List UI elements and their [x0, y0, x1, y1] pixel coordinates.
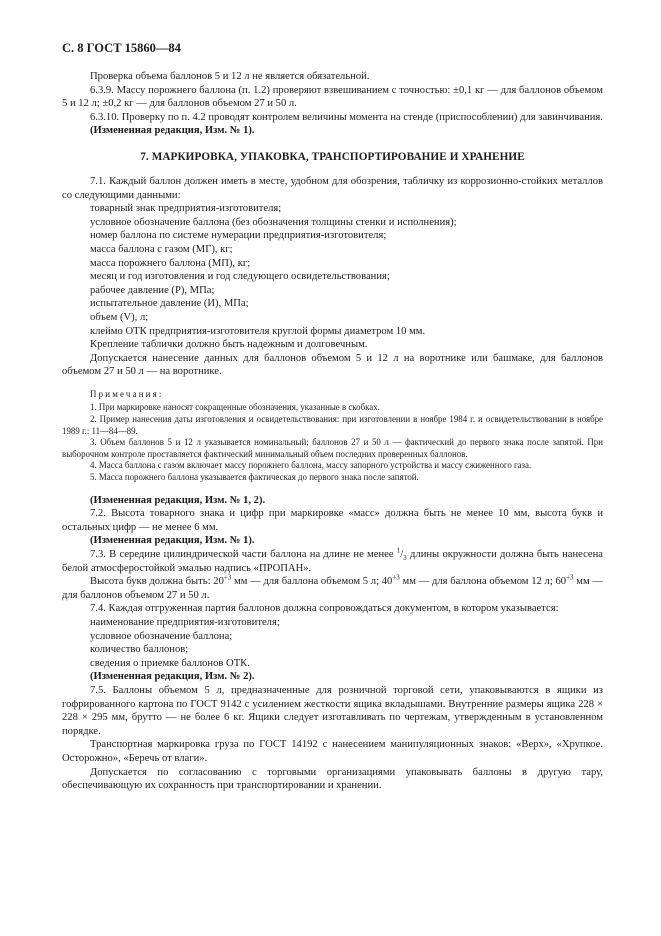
paragraph-7-3: 7.3. В середине цилиндрической части баллона на длине не менее $^1/_3$ длины окружности должна быть нанесена белой атмосферостойкой эмалью надпись «ПРОПАН».: [62, 546, 603, 574]
shipment-document-list: [62, 616, 603, 670]
list-item: товарный знак предприятия-изготовителя;: [90, 203, 282, 215]
paragraph-7-1: 7.1. Каждый баллон должен иметь в месте, удобном для обозрения, табличку из коррозионно-стойких металлов со следующими данными:: [62, 175, 603, 201]
list-item: условное обозначение баллона (без обозначения толщины стенки и исполнения);: [90, 216, 457, 228]
list-item: испытательное давление (И), МПа;: [90, 298, 249, 310]
list-item: клеймо ОТК предприятия-изготовителя круглой формы диаметром 10 мм.: [90, 325, 426, 337]
paragraph-6-3-9: 6.3.9. Массу порожнего баллона (п. 1.2) проверяют взвешиванием с точностью: ±0,1 кг — для баллонов объемом 5 и 12 л; ±0,2 кг — для баллонов объемом 27 и 50 л.: [62, 84, 603, 110]
list-item: наименование предприятия-изготовителя;: [90, 616, 280, 628]
note-item: 5. Масса порожнего баллона указывается фактическая до первого знака после запятой.: [90, 472, 419, 483]
section-title: 7. МАРКИРОВКА, УПАКОВКА, ТРАНСПОРТИРОВАНИЕ И ХРАНЕНИЕ: [140, 150, 525, 163]
revision-note: (Измененная редакция, Изм. № 2).: [90, 671, 255, 683]
paragraph: Крепление таблички должно быть надежным и долговечным.: [90, 339, 368, 351]
revision-note: (Измененная редакция, Изм. № 1, 2).: [90, 494, 266, 506]
list-item: масса баллона с газом (МГ), кг;: [90, 243, 233, 255]
fraction-numerator: 1: [396, 546, 401, 555]
list-item: количество баллонов;: [90, 644, 189, 656]
list-item: рабочее давление (Р), МПа;: [90, 284, 215, 296]
note-item: 3. Объем баллонов 5 и 12 л указывается номинальный; баллонов 27 и 50 л — фактический до первого знака после запятой. При выборочном контроле проставляется фактический минимальный объем последних проверенных баллонов.: [62, 437, 603, 459]
tolerance-superscript: +3: [392, 573, 400, 582]
paragraph-letter-height: Высота букв должна быть: $20^{+3}$ мм — для баллона объемом 5 л; $40^{+3}$ мм — для баллона объемом 12 л; $60^{+3}$ мм — для баллонов объемом 27 и 50 л.: [62, 573, 604, 601]
revision-note: (Измененная редакция, Изм. № 1).: [90, 535, 255, 547]
paragraph: Транспортная маркировка груза по ГОСТ 14192 с нанесением манипуляционных знаков: «Верх», «Хрупкое. Осторожно», «Беречь от влаги».: [62, 739, 603, 764]
paragraph-7-4: 7.4. Каждая отгруженная партия баллонов должна сопровождаться документом, в котором указывается:: [90, 603, 559, 615]
list-item: объем (V), л;: [90, 311, 149, 323]
list-item: номер баллона по системе нумерации предприятия-изготовителя;: [90, 230, 387, 242]
notes-title: Примечания:: [90, 388, 164, 399]
list-item: месяц и год изготовления и год следующего освидетельствования;: [90, 271, 390, 283]
paragraph: Проверка объема баллонов 5 и 12 л не является обязательной.: [90, 71, 370, 82]
fraction-denominator: 3: [403, 554, 407, 563]
paragraph-7-2: 7.2. Высота товарного знака и цифр при маркировке «масс» должна быть не менее 10 мм, высота букв и остальных цифр — не менее 6 мм.: [62, 508, 603, 533]
list-item: условное обозначение баллона;: [90, 630, 233, 642]
tolerance-superscript: +3: [566, 573, 574, 582]
paragraph-7-5: 7.5. Баллоны объемом 5 л, предназначенные для розничной торговой сети, упаковываются в ящики из гофрированного картона по ГОСТ 9142 с усилением жесткости ящика вкладышами. Внутренние размеры ящика 228 × 228 × 295 мм, брутто — не более 6 кг. Ящики следует изготавливать по чертежам, утвержденным в установленном порядке.: [62, 684, 603, 737]
list-item: масса порожнего баллона (МП), кг;: [90, 257, 251, 269]
page-header: С. 8 ГОСТ 15860—84: [62, 41, 181, 55]
note-item: 1. При маркировке наносят сокращенные обозначения, указанные в скобках.: [90, 402, 380, 413]
notes-block: [62, 389, 603, 484]
paragraph: Допускается нанесение данных для баллонов объемом 5 и 12 л на воротнике или башмаке, для баллонов объемом 27 и 50 л — на воротнике.: [62, 352, 603, 378]
revision-note: (Измененная редакция, Изм. № 1).: [90, 125, 255, 137]
note-item: 2. Пример нанесения даты изготовления и освидетельствования: при изготовлении в ноябре 1984 г. и освидетельствовании в ноябре 1989 г.: 11—84—89.: [62, 414, 603, 436]
list-item: сведения о приемке баллонов ОТК.: [90, 657, 250, 669]
tolerance-superscript: +3: [223, 573, 232, 582]
note-item: 4. Масса баллона с газом включает массу порожнего баллона, массу запорного устройства и массу сжиженного газа.: [90, 460, 532, 471]
marking-data-list: [62, 202, 603, 338]
paragraph-6-3-10: 6.3.10. Проверку по п. 4.2 проводят контролем величины момента на стенде (приспособлении) для завинчивания.: [90, 111, 603, 123]
paragraph: Допускается по согласованию с торговыми организациями упаковывать баллоны в другую тару, обеспечивающую их сохранность при транспортировании и хранении.: [62, 766, 603, 792]
